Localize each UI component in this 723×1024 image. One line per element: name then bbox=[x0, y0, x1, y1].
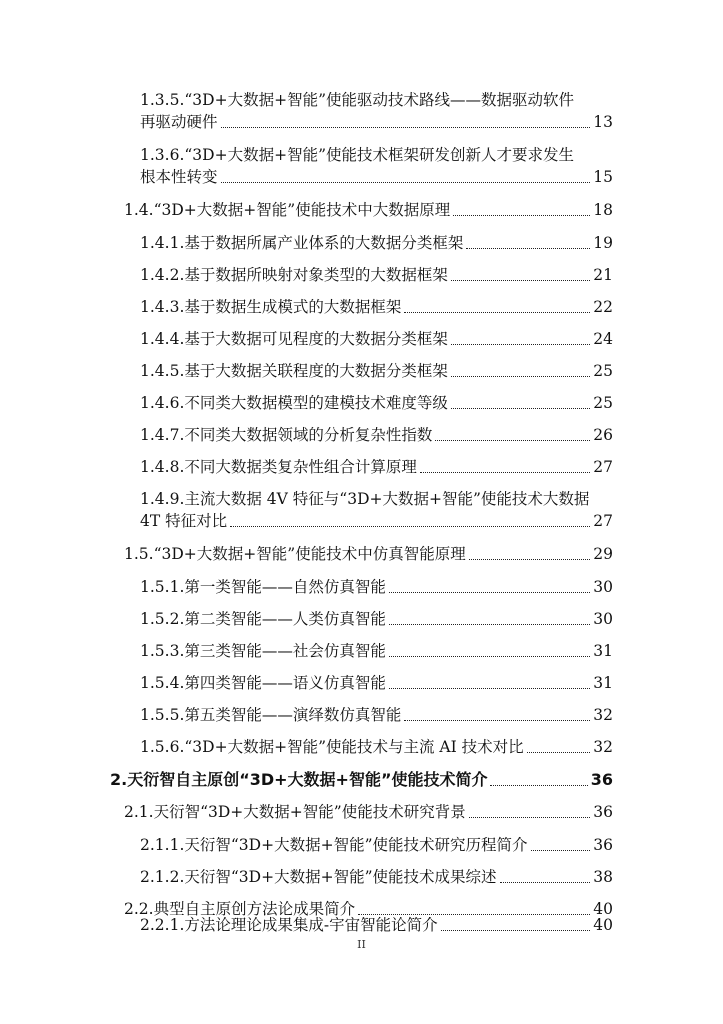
toc-title: 第一类智能——自然仿真智能 bbox=[184, 578, 386, 596]
toc-title: 天衍智“3D+大数据+智能”使能技术成果综述 bbox=[184, 868, 497, 886]
toc-page-number: 25 bbox=[593, 394, 613, 412]
dot-leader bbox=[221, 127, 591, 128]
dot-leader bbox=[230, 526, 590, 527]
toc-title: 方法论理论成果集成-宇宙智能论简介 bbox=[184, 916, 438, 934]
toc-number: 2.2. bbox=[124, 900, 154, 918]
toc-entry-2-1-2[interactable] bbox=[140, 865, 613, 889]
toc-number: 1.5.1. bbox=[140, 578, 185, 596]
toc-entry-1-4-7[interactable] bbox=[140, 423, 613, 447]
toc-title: 第二类智能——人类仿真智能 bbox=[184, 610, 386, 628]
toc-number: 1.5. bbox=[124, 545, 154, 563]
toc-page-number: 18 bbox=[593, 201, 613, 219]
toc-entry-1-4-9-line2[interactable] bbox=[140, 509, 613, 533]
dot-leader bbox=[466, 248, 590, 249]
dot-leader bbox=[469, 817, 591, 818]
toc-title-continued: 根本性转变 bbox=[140, 168, 218, 186]
toc-title: 不同类大数据领域的分析复杂性指数 bbox=[184, 426, 433, 444]
dot-leader bbox=[531, 850, 591, 851]
toc-title-continued: 再驱动硬件 bbox=[140, 113, 218, 131]
dot-leader bbox=[221, 182, 591, 183]
toc-number: 1.4.5. bbox=[140, 362, 185, 380]
dot-leader bbox=[451, 408, 590, 409]
toc-page-number: 32 bbox=[593, 706, 613, 724]
toc-page-number: 36 bbox=[590, 770, 613, 789]
dot-leader bbox=[469, 559, 591, 560]
toc-page-number: 27 bbox=[593, 458, 613, 476]
toc-page-number: 40 bbox=[593, 916, 613, 934]
toc-page-number: 30 bbox=[593, 610, 613, 628]
toc-number: 1.4.2. bbox=[140, 266, 185, 284]
toc-entry-1-4-2[interactable] bbox=[140, 263, 613, 287]
toc-title: 第五类智能——演绎数仿真智能 bbox=[184, 706, 402, 724]
dot-leader bbox=[404, 312, 590, 313]
toc-page-number: 15 bbox=[593, 168, 613, 186]
toc-number: 1.4.1. bbox=[140, 234, 185, 252]
toc-entry-1-4-9-line1[interactable] bbox=[140, 487, 613, 511]
toc-page-number: 24 bbox=[593, 330, 613, 348]
toc-entry-2[interactable] bbox=[110, 768, 613, 792]
toc-title: 天衍智自主原创“3D+大数据+智能”使能技术简介 bbox=[127, 770, 488, 789]
toc-entry-1-5-1[interactable] bbox=[140, 575, 613, 599]
dot-leader bbox=[389, 592, 590, 593]
toc-entry-1-4-4[interactable] bbox=[140, 327, 613, 351]
toc-entry-1-5-6[interactable] bbox=[140, 735, 613, 759]
toc-page-number: 22 bbox=[593, 298, 613, 316]
toc-entry-1-3-5-line1[interactable] bbox=[140, 88, 613, 112]
toc-page-number: 40 bbox=[593, 900, 613, 918]
toc-title: 主流大数据 4V 特征与“3D+大数据+智能”使能技术大数据 bbox=[184, 490, 590, 508]
toc-number: 2.1. bbox=[124, 803, 154, 821]
toc-title: 第三类智能——社会仿真智能 bbox=[184, 642, 386, 660]
toc-number: 1.5.3. bbox=[140, 642, 185, 660]
toc-title: 天衍智“3D+大数据+智能”使能技术研究背景 bbox=[153, 803, 466, 821]
dot-leader bbox=[389, 624, 590, 625]
dot-leader bbox=[490, 785, 587, 786]
toc-entry-1-4-6[interactable] bbox=[140, 391, 613, 415]
toc-page-number: 29 bbox=[593, 545, 613, 563]
toc-number: 2.1.1. bbox=[140, 836, 185, 854]
toc-page-number: 19 bbox=[593, 234, 613, 252]
toc-page-number: 38 bbox=[593, 868, 613, 886]
dot-leader bbox=[435, 440, 590, 441]
toc-entry-1-3-6-line1[interactable] bbox=[140, 143, 613, 167]
toc-number: 1.5.5. bbox=[140, 706, 185, 724]
toc-title: 天衍智“3D+大数据+智能”使能技术研究历程简介 bbox=[184, 836, 528, 854]
toc-page-number: 36 bbox=[593, 803, 613, 821]
toc-entry-1-4-1[interactable] bbox=[140, 231, 613, 255]
dot-leader bbox=[389, 688, 590, 689]
toc-number: 1.3.5. bbox=[140, 91, 185, 109]
dot-leader bbox=[451, 376, 590, 377]
toc-number: 1.5.2. bbox=[140, 610, 185, 628]
toc-entry-1-4[interactable] bbox=[124, 198, 613, 222]
toc-title: 第四类智能——语义仿真智能 bbox=[184, 674, 386, 692]
toc-number: 1.4.8. bbox=[140, 458, 185, 476]
dot-leader bbox=[451, 344, 590, 345]
toc-title: “3D+大数据+智能”使能技术框架研发创新人才要求发生 bbox=[184, 146, 574, 164]
toc-title: 基于数据生成模式的大数据框架 bbox=[184, 298, 402, 316]
toc-page-number: 31 bbox=[593, 674, 613, 692]
toc-number: 1.4.7. bbox=[140, 426, 185, 444]
toc-title: “3D+大数据+智能”使能技术与主流 AI 技术对比 bbox=[184, 738, 524, 756]
toc-page-number: 26 bbox=[593, 426, 613, 444]
toc-entry-1-4-3[interactable] bbox=[140, 295, 613, 319]
toc-page-number: 25 bbox=[593, 362, 613, 380]
toc-entry-1-5-4[interactable] bbox=[140, 671, 613, 695]
dot-leader bbox=[451, 280, 590, 281]
toc-title: 基于大数据关联程度的大数据分类框架 bbox=[184, 362, 448, 380]
toc-number: 1.4. bbox=[124, 201, 154, 219]
toc-page-number: 21 bbox=[593, 266, 613, 284]
toc-number: 1.5.4. bbox=[140, 674, 185, 692]
dot-leader bbox=[404, 720, 590, 721]
toc-number: 1.4.4. bbox=[140, 330, 185, 348]
toc-number: 1.4.9. bbox=[140, 490, 185, 508]
toc-entry-1-4-5[interactable] bbox=[140, 359, 613, 383]
dot-leader bbox=[441, 930, 591, 931]
toc-entry-2-1[interactable] bbox=[124, 800, 613, 824]
toc-entry-2-1-1[interactable] bbox=[140, 833, 613, 857]
toc-page-number: 13 bbox=[593, 113, 613, 131]
toc-page-number: 32 bbox=[593, 738, 613, 756]
dot-leader bbox=[420, 472, 590, 473]
page-footer-number: II bbox=[357, 938, 366, 951]
toc-title: “3D+大数据+智能”使能技术中仿真智能原理 bbox=[153, 545, 466, 563]
dot-leader bbox=[500, 882, 591, 883]
toc-title: 基于数据所映射对象类型的大数据框架 bbox=[184, 266, 448, 284]
toc-title: “3D+大数据+智能”使能驱动技术路线——数据驱动软件 bbox=[184, 91, 574, 109]
toc-number: 2.1.2. bbox=[140, 868, 185, 886]
toc-number: 1.3.6. bbox=[140, 146, 185, 164]
toc-entry-1-3-5-line2[interactable] bbox=[140, 110, 613, 134]
toc-entry-1-5[interactable] bbox=[124, 542, 613, 566]
toc-title: 基于数据所属产业体系的大数据分类框架 bbox=[184, 234, 464, 252]
toc-entry-1-5-5[interactable] bbox=[140, 703, 613, 727]
toc-page-number: 31 bbox=[593, 642, 613, 660]
dot-leader bbox=[389, 656, 590, 657]
toc-page-number: 36 bbox=[593, 836, 613, 854]
toc-title: “3D+大数据+智能”使能技术中大数据原理 bbox=[153, 201, 451, 219]
toc-title: 典型自主原创方法论成果简介 bbox=[153, 900, 356, 918]
toc-entry-1-4-8[interactable] bbox=[140, 455, 613, 479]
toc-entry-1-5-3[interactable] bbox=[140, 639, 613, 663]
toc-title: 不同类大数据模型的建模技术难度等级 bbox=[184, 394, 448, 412]
toc-entry-1-5-2[interactable] bbox=[140, 607, 613, 631]
toc-entry-2-2-1[interactable] bbox=[140, 913, 613, 937]
dot-leader bbox=[527, 752, 591, 753]
toc-page-number: 27 bbox=[593, 512, 613, 530]
toc-title: 基于大数据可见程度的大数据分类框架 bbox=[184, 330, 448, 348]
toc-number: 2.2.1. bbox=[140, 916, 185, 934]
toc-number: 1.5.6. bbox=[140, 738, 185, 756]
toc-number: 1.4.3. bbox=[140, 298, 185, 316]
dot-leader bbox=[453, 215, 590, 216]
toc-number: 1.4.6. bbox=[140, 394, 185, 412]
toc-title-continued: 4T 特征对比 bbox=[140, 512, 228, 530]
toc-entry-1-3-6-line2[interactable] bbox=[140, 165, 613, 189]
toc-title: 不同大数据类复杂性组合计算原理 bbox=[184, 458, 417, 476]
toc-page-number: 30 bbox=[593, 578, 613, 596]
toc-number: 2. bbox=[110, 770, 128, 789]
